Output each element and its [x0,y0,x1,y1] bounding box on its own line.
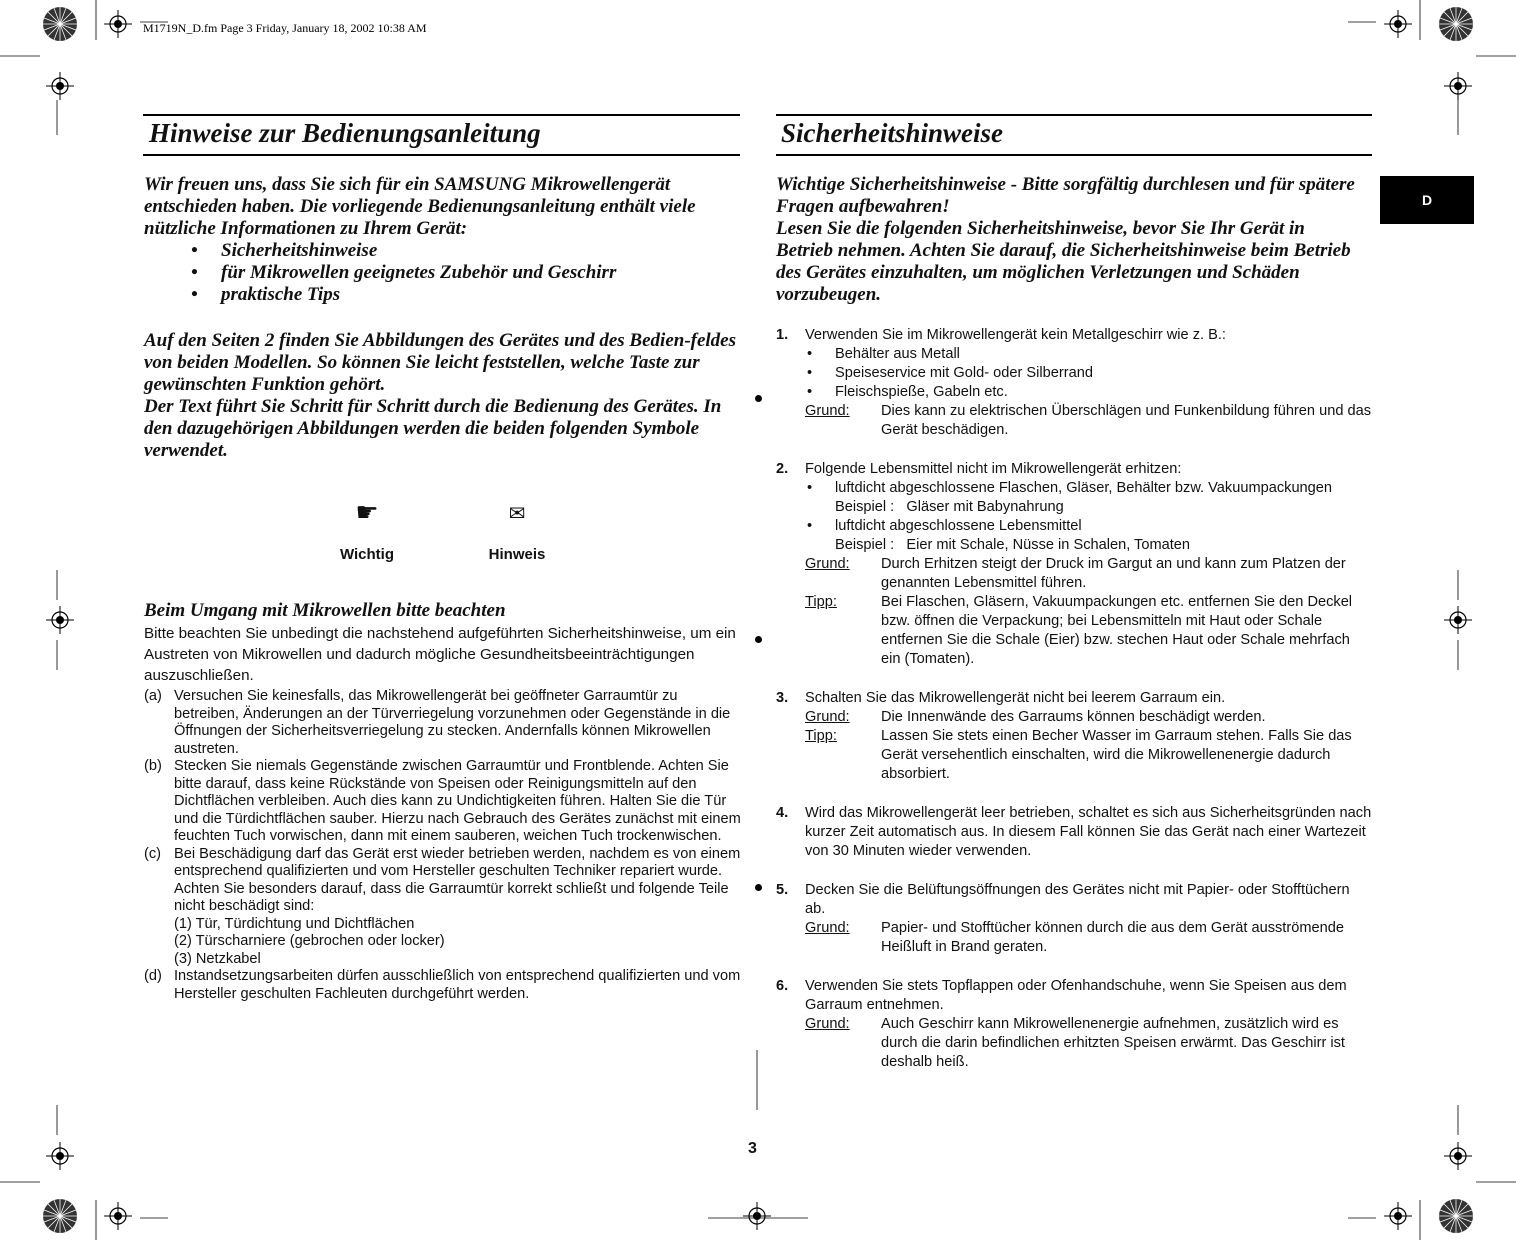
care-item: (d) Instandsetzungsarbeiten dürfen ausschließlich von entsprechend qualifizierten und vom Hersteller geschulten Fachleuten durchgeführt werden. [144,968,741,1002]
fold-dot [755,636,762,643]
safety-item: 5. Decken Sie die Belüftungsöffnungen des Gerätes nicht mit Papier- oder Stofftüchern ab. Grund: Papier- und Stofftücher können durch die aus dem Gerät ausströmende Heißluft in Brand geraten. [776,882,1350,955]
care-item: (b) Stecken Sie niemals Gegenstände zwischen Garraumtür und Frontblende. Achten Sie bitte darauf, dass keine Rückstände von Speisen oder Reinigungsmitteln auf den Dichtflächen verbleiben. Auch dies kann zu Undichtigkeiten führen. Halten Sie die Tür und die Türdichtflächen sauber. Hierzu nach Gebrauch des Gerätes zunächst mit einem feuchten Tuch vorwischen, dann mit einem sauberen, weichen Tuch trockenwischen. [144,758,741,844]
language-tab [1380,176,1474,224]
envelope-note-icon: ✉ [508,501,526,525]
right-title: Sicherheitshinweise [781,118,1004,148]
title-rule-bottom [776,154,1372,156]
care-heading: Beim Umgang mit Mikrowellen bitte beachten [144,600,506,621]
care-section [144,599,742,1003]
safety-item: 6. Verwenden Sie stets Topflappen oder Ofenhandschuhe, wenn Sie Speisen aus dem Garraum entnehmen. Grund: Auch Geschirr kann Mikrowellenenergie aufnehmen, zusätzlich wird es durch die darin befindlichen erhitzten Speisen erwärmt. Das Geschirr ist deshalb heiß. [776,978,1347,1070]
care-intro: Bitte beachten Sie unbedingt die nachstehend aufgeführten Sicherheitshinweise, um ein Austreten von Mikrowellen und dadurch mögliche Gesundheitsbeeinträchtigungen auszuschließen. [144,625,736,684]
title-rule-top [143,114,740,116]
bullet-item: • praktische Tips [191,284,341,305]
care-item: (c) Bei Beschädigung darf das Gerät erst wieder betrieben werden, nachdem es von einem entsprechend qualifizierten und vom Hersteller geschulten Techniker repariert wurde. Achten Sie besonders darauf, dass die Garraumtür korrekt schließt und folgende Teile nicht beschädigt sind: (1) Tür, Türdichtung und Dichtflächen (2) Türscharniere (gebrochen oder locker) (3) Netzkabel [144,845,741,967]
fold-dot [755,884,762,891]
intro-text: Wir freuen uns, dass Sie sich für ein SAMSUNG Mikrowellengerät entschieden haben. Die vorliegende Bedienungsanleitung enthält viele nützliche Informationen zu Ihrem Gerät: [144,174,696,239]
care-item: (a) Versuchen Sie keinesfalls, das Mikrowellengerät bei geöffneter Garraumtür zu betreiben, Änderungen an der Türverriegelung vorzunehmen oder Gegenstände in die Öffnungen der Sicherheitsverriegelung zu stecken. Andernfalls können Mikrowellen austreten. [144,688,731,757]
right-intro: Wichtige Sicherheitshinweise - Bitte sorgfältig durchlesen und für spätere Fragen aufbewahren! Lesen Sie die folgenden Sicherheitshinweise, bevor Sie Ihr Gerät in Betrieb nehmen. Achten Sie darauf, die Sicherheitshinweise beim Betrieb des Gerätes einzuhalten, um möglichen Verletzungen und Schäden vorzubeugen. [776,174,1355,305]
safety-item: 4. Wird das Mikrowellengerät leer betrieben, schaltet es sich aus Sicherheitsgründen nach kurzer Zeit automatisch aus. In diesem Fall können Sie das Gerät nach einer Wartezeit von 30 Minuten wieder verwenden. [776,805,1372,859]
title-rule-top [776,114,1372,116]
safety-item: 1. Verwenden Sie im Mikrowellengerät kein Metallgeschirr wie z. B.: • Behälter aus Metall • Speiseservice mit Gold- oder Silberrand • Fleischspieße, Gabeln etc. Grund: Dies kann zu elektrischen Überschlägen und Funkenbildung führen und das Gerät beschädigen. [776,327,1372,438]
page-number: 3 [748,1140,757,1157]
pointing-hand-icon: ☛ [355,498,379,528]
symbol-wichtig: ☛ Wichtig [320,496,414,563]
safety-list [776,326,1372,1072]
left-intro [144,174,744,306]
title-rule-bottom [143,154,740,156]
language-tab-label: D [1421,192,1433,208]
fold-dot [755,395,762,402]
file-slug: M1719N_D.fm Page 3 Friday, January 18, 2002 10:38 AM [143,21,427,35]
bullet-item: • Sicherheitshinweise [191,240,378,261]
safety-item: 2. Folgende Lebensmittel nicht im Mikrowellengerät erhitzen: • luftdicht abgeschlossene Flaschen, Gläser, Behälter bzw. Vakuumpackungen Beispiel : Gläser mit Babynahrung • luftdicht abgeschlossene Lebensmittel Beispiel : Eier mit Schale, Nüsse in Schalen, Tomaten Grund: Durch Erhitzen steigt der Druck im Gargut an und kann zum Platzen der genannten Lebensmittel führen. Tipp: Bei Flaschen, Gläsern, Vakuumpackungen etc. entfernen Sie den Deckel bzw. öffnen die Verpackung; bei Lebensmitteln mit Haut oder Schale entfernen Sie die Schale (Eier) bzw. stechen Haut oder Schale mehrfach ein (Tomaten). [776,461,1353,667]
safety-item: 3. Schalten Sie das Mikrowellengerät nicht bei leerem Garraum ein. Grund: Die Innenwände des Garraums können beschädigt werden. Tipp: Lassen Sie stets einen Becher Wasser im Garraum stehen. Falls Sie das Gerät versehentlich einschalten, wird die Mikrowellenenergie dadurch absorbiert. [776,690,1352,782]
left-title: Hinweise zur Bedienungsanleitung [149,118,541,148]
symbol-hinweis: ✉ Hinweis [470,496,564,563]
left-pages-paragraph: Auf den Seiten 2 finden Sie Abbildungen des Gerätes und des Bedien-feldes von beiden Modellen. So können Sie leicht feststellen, welche Taste zur gewünschten Funktion gehört. Der Text führt Sie Schritt für Schritt durch die Bedienung des Gerätes. In den dazugehörigen Abbildungen werden die beiden folgenden Symbole verwendet. [144,330,737,461]
bullet-item: • für Mikrowellen geeignetes Zubehör und Geschirr [191,262,617,283]
